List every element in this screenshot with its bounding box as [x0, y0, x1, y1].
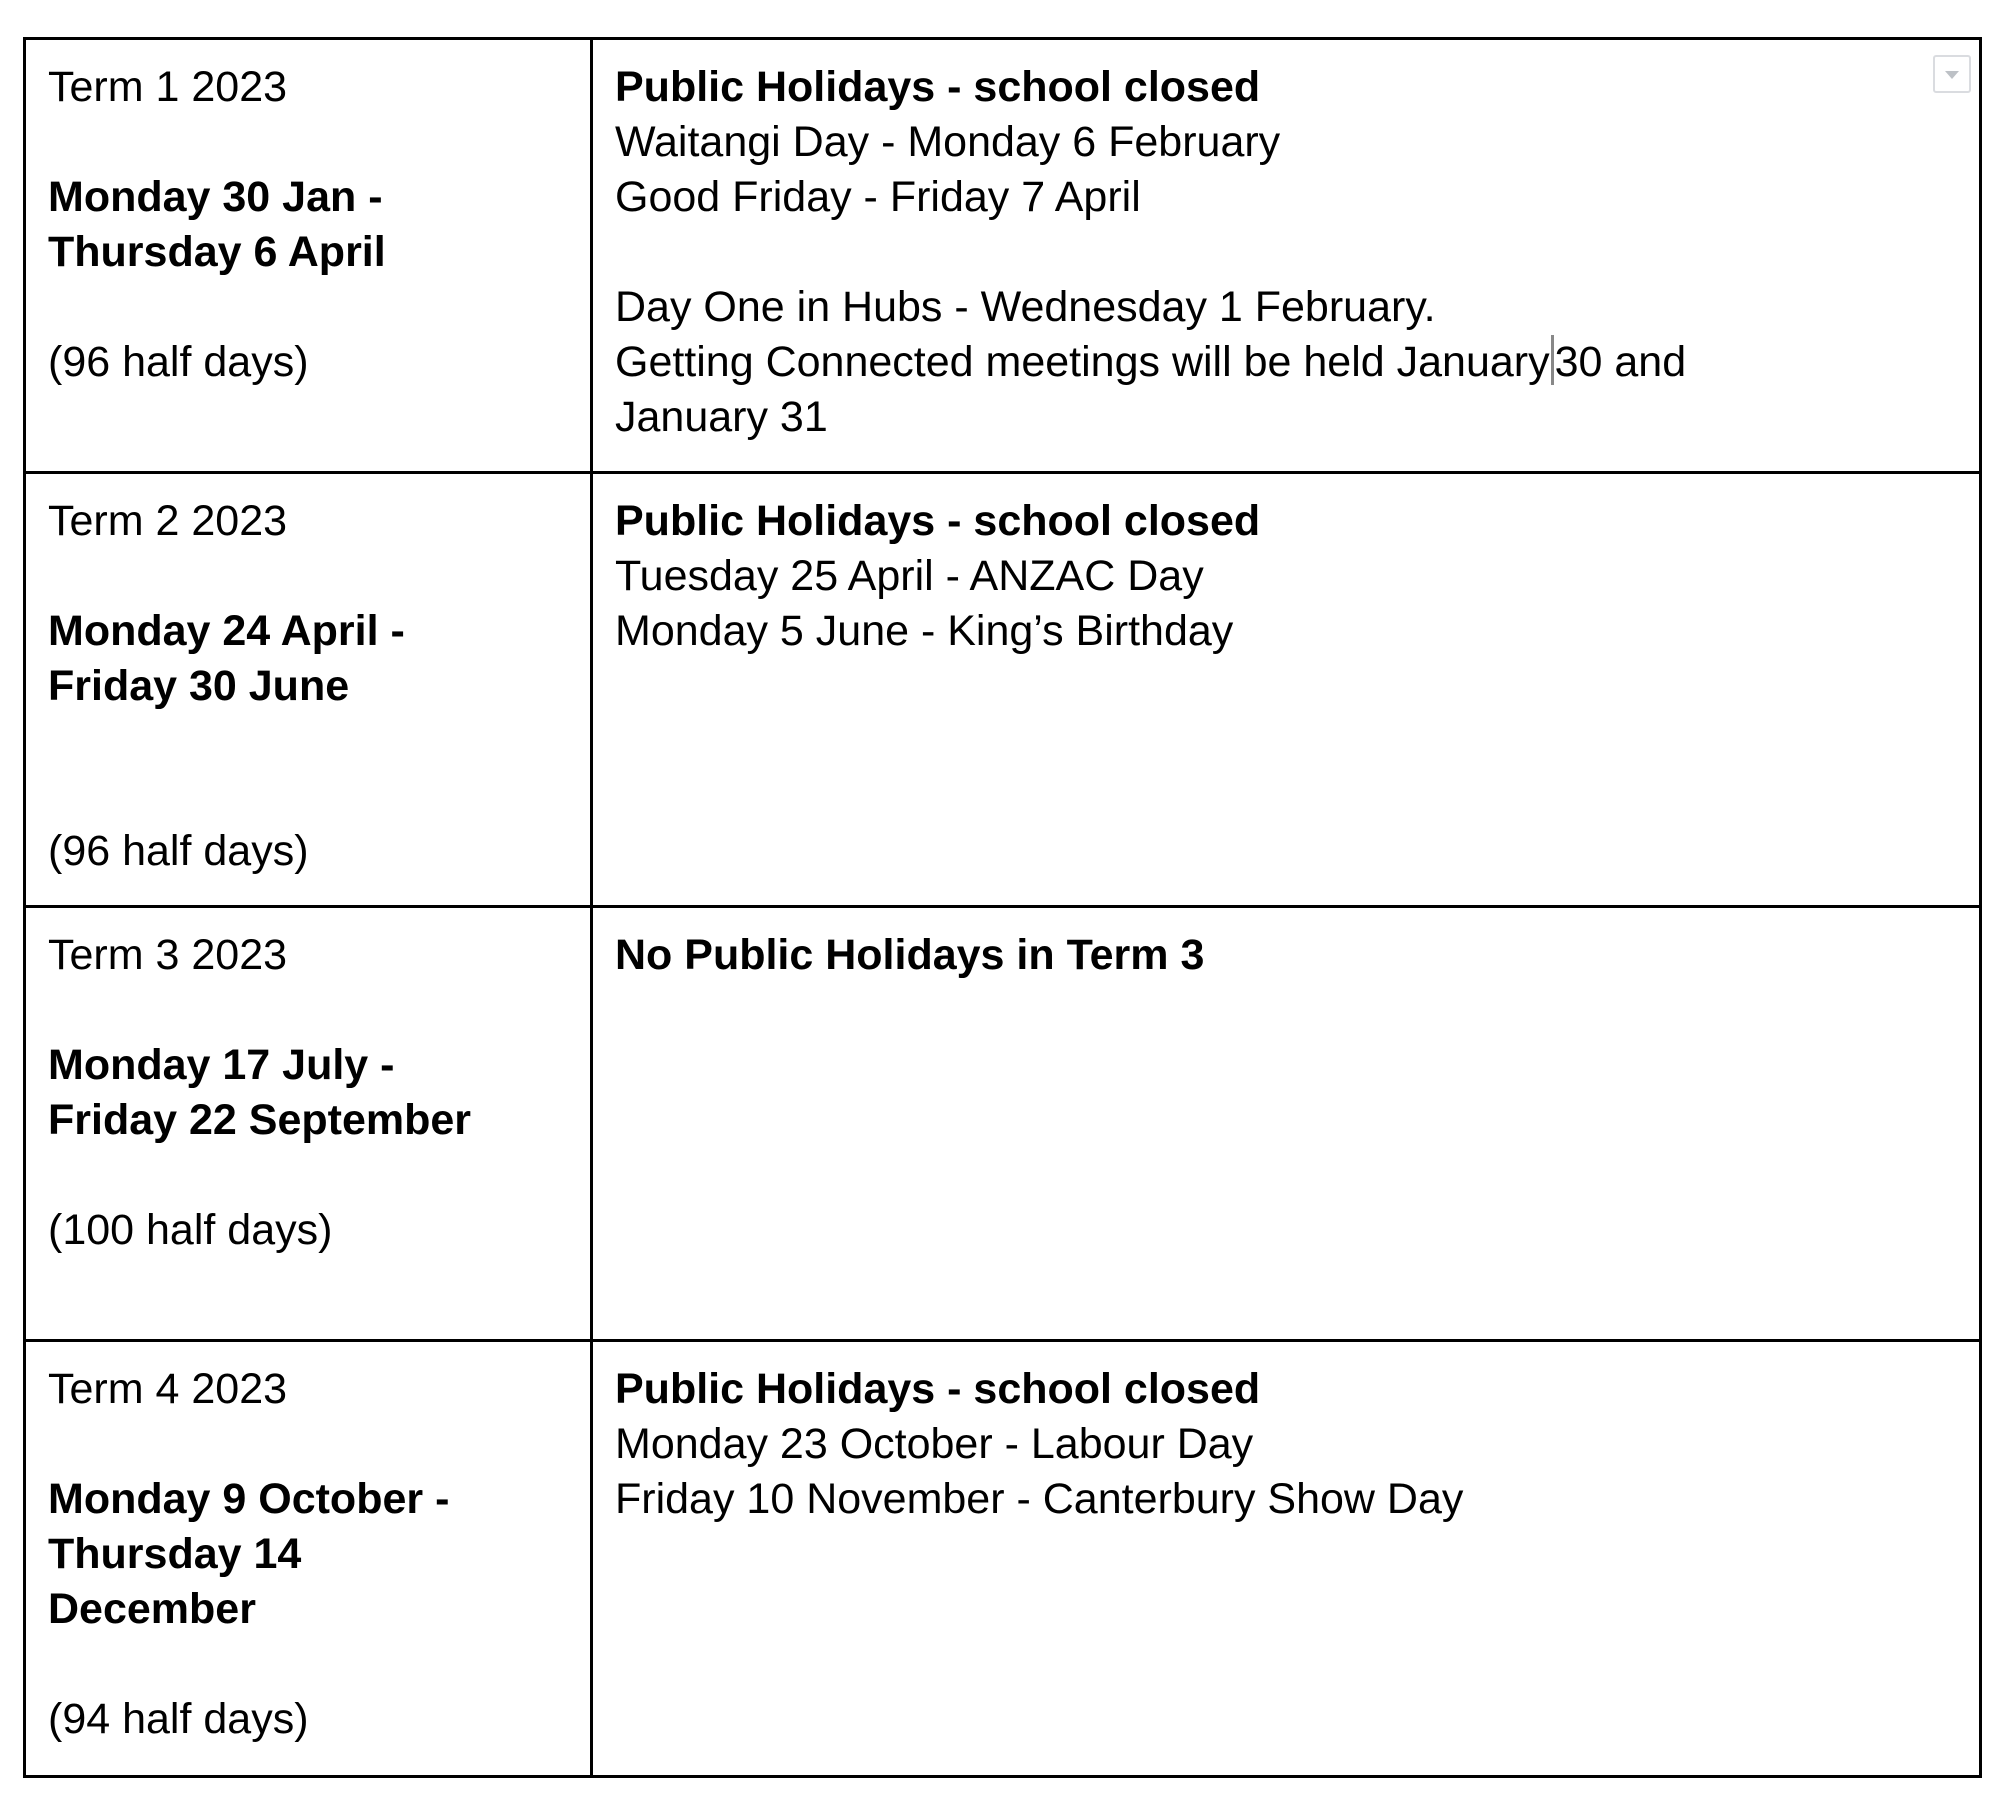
term-dates: Friday 22 September — [48, 1096, 472, 1144]
term-label: Term 1 2023 — [48, 63, 288, 111]
term-dates: Thursday 6 April — [48, 228, 386, 276]
half-days-count: (96 half days) — [48, 338, 309, 386]
term-dates-cell[interactable] — [25, 473, 592, 907]
term-dates: Monday 9 October - — [48, 1475, 450, 1523]
note-text: Getting Connected meetings will be held January — [615, 338, 1550, 386]
chevron-down-icon — [1945, 71, 1959, 79]
term-dates-cell[interactable] — [25, 1341, 592, 1777]
table-row-term-1 — [25, 39, 1981, 473]
term-dates-table — [23, 37, 1982, 1778]
holiday-item: Good Friday - Friday 7 April — [615, 173, 1141, 221]
half-days-count: (100 half days) — [48, 1206, 333, 1254]
holiday-item: Tuesday 25 April - ANZAC Day — [615, 552, 1204, 600]
term-label: Term 3 2023 — [48, 931, 288, 979]
term-label: Term 4 2023 — [48, 1365, 288, 1413]
note-line: January 31 — [615, 393, 828, 441]
term-dates: Monday 17 July - — [48, 1041, 395, 1089]
holiday-heading: Public Holidays - school closed — [615, 497, 1261, 545]
table-options-button[interactable] — [1933, 55, 1971, 93]
term-dates: Monday 30 Jan - — [48, 173, 383, 221]
holiday-heading: No Public Holidays in Term 3 — [615, 931, 1205, 979]
half-days-count: (94 half days) — [48, 1695, 309, 1743]
holidays-cell[interactable] — [592, 1341, 1981, 1777]
holiday-item: Monday 23 October - Labour Day — [615, 1420, 1254, 1468]
half-days-count: (96 half days) — [48, 827, 309, 875]
note-line: Day One in Hubs - Wednesday 1 February. — [615, 283, 1436, 331]
holidays-cell[interactable] — [592, 39, 1981, 473]
text-cursor — [1551, 335, 1554, 385]
holiday-heading: Public Holidays - school closed — [615, 63, 1261, 111]
note-text: 30 and — [1554, 338, 1687, 386]
term-dates: Thursday 14 — [48, 1530, 302, 1578]
table-row-term-2 — [25, 473, 1981, 907]
term-dates: Monday 24 April - — [48, 607, 405, 655]
holidays-cell[interactable] — [592, 473, 1981, 907]
holiday-heading: Public Holidays - school closed — [615, 1365, 1261, 1413]
table-row-term-3 — [25, 907, 1981, 1341]
holiday-item: Waitangi Day - Monday 6 February — [615, 118, 1281, 166]
term-dates: December — [48, 1585, 256, 1633]
holiday-item: Friday 10 November - Canterbury Show Day — [615, 1475, 1464, 1523]
holidays-cell[interactable] — [592, 907, 1981, 1341]
term-label: Term 2 2023 — [48, 497, 288, 545]
term-dates-cell[interactable] — [25, 907, 592, 1341]
holiday-item: Monday 5 June - King’s Birthday — [615, 607, 1234, 655]
term-dates: Friday 30 June — [48, 662, 350, 710]
table-row-term-4 — [25, 1341, 1981, 1777]
note-line — [615, 335, 1957, 390]
term-dates-cell[interactable] — [25, 39, 592, 473]
